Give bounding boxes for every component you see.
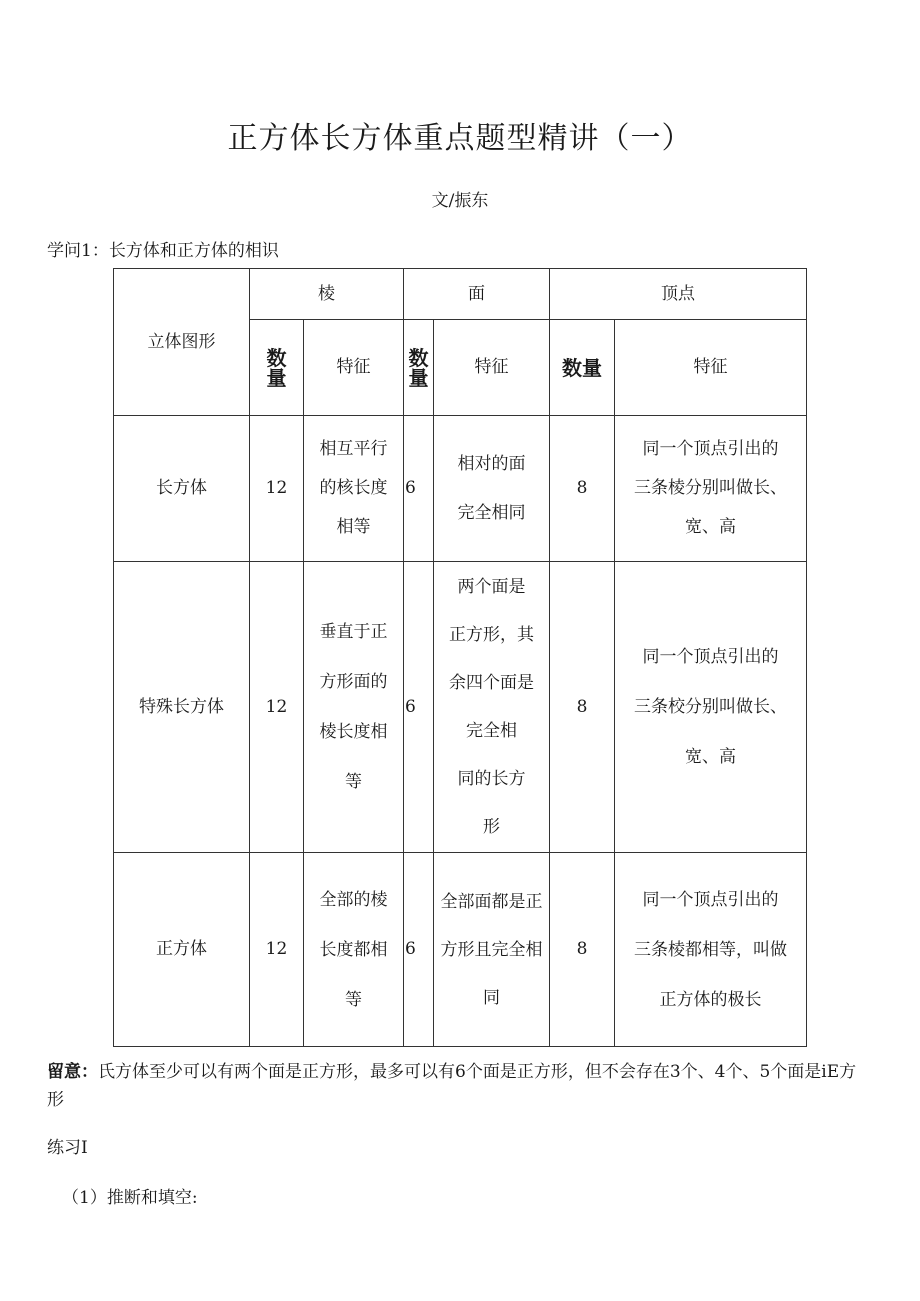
vertex-count: 8	[550, 562, 615, 853]
vertex-feature: 同一个顶点引出的 三条棱分别叫做长、 宽、高	[615, 416, 807, 562]
header-face-quantity: 数 量	[404, 320, 434, 416]
table-header-row-1	[114, 269, 807, 320]
header-vertex-feature: 特征	[615, 320, 807, 416]
header-edge-quantity: 数 量	[250, 320, 304, 416]
vertex-count: 8	[550, 416, 615, 562]
shape-name: 特殊长方体	[114, 562, 250, 853]
vertex-count: 8	[550, 853, 615, 1047]
page-title: 正方体长方体重点题型精讲（一）	[227, 121, 693, 156]
header-vertex-quantity: 数量	[550, 320, 615, 416]
note-label: 留意：	[47, 1062, 98, 1082]
note-paragraph	[47, 1058, 873, 1114]
shape-name: 正方体	[114, 853, 250, 1047]
header-shape: 立体图形	[114, 269, 250, 416]
header-edge: 棱	[250, 269, 404, 320]
face-feature: 全部面都是正 方形且完全相 同	[434, 853, 550, 1047]
edge-count: 12	[250, 416, 304, 562]
practice-heading: 练习I	[47, 1138, 88, 1158]
face-count: 6	[404, 416, 434, 562]
face-count: 6	[404, 562, 434, 853]
header-face-feature: 特征	[434, 320, 550, 416]
knowledge-table	[113, 268, 807, 1047]
face-count: 6	[404, 853, 434, 1047]
face-feature: 两个面是 正方形，其 余四个面是 完全相 同的长方 形	[434, 562, 550, 853]
header-face: 面	[404, 269, 550, 320]
header-edge-feature: 特征	[304, 320, 404, 416]
edge-count: 12	[250, 562, 304, 853]
shape-name: 长方体	[114, 416, 250, 562]
edge-feature: 全部的棱 长度都相 等	[304, 853, 404, 1047]
note-text: 氏方体至少可以有两个面是正方形，最多可以有6个面是正方形，但不会存在3个、4个、5个面是iE方形	[47, 1062, 857, 1110]
edge-feature: 垂直于正 方形面的 棱长度相 等	[304, 562, 404, 853]
table-row	[114, 562, 807, 853]
face-feature: 相对的面 完全相同	[434, 416, 550, 562]
question-1: （1）推断和填空:	[62, 1188, 198, 1208]
table-row	[114, 416, 807, 562]
header-vertex: 顶点	[550, 269, 807, 320]
section-heading: 学问1：长方体和正方体的相识	[47, 241, 279, 261]
edge-feature: 相互平行 的核长度 相等	[304, 416, 404, 562]
table-row	[114, 853, 807, 1047]
vertex-feature: 同一个顶点引出的 三条棱都相等，叫做 正方体的极长	[615, 853, 807, 1047]
edge-count: 12	[250, 853, 304, 1047]
vertex-feature: 同一个顶点引出的 三条校分别叫做长、 宽、高	[615, 562, 807, 853]
author-line: 文/振东	[431, 191, 489, 211]
